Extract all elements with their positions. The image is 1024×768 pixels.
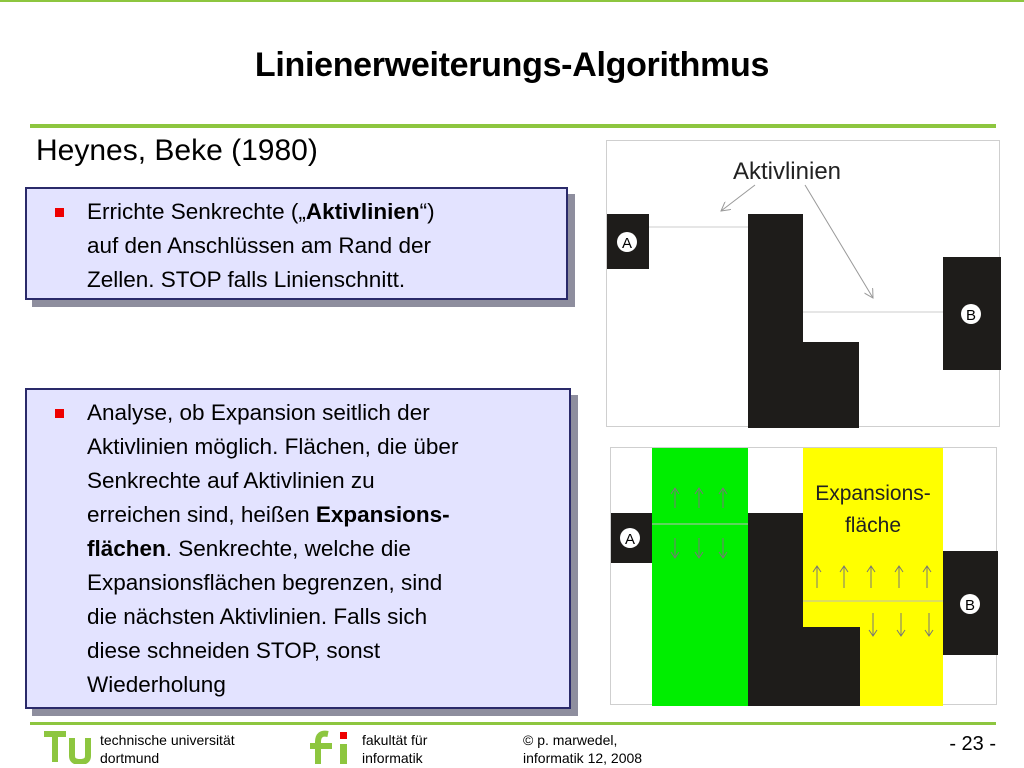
box1-text: [87, 195, 435, 297]
bullet-square-icon: [55, 409, 64, 418]
box1-line-1: Errichte Senkrechte („Aktivlinien“): [87, 199, 435, 224]
box1-line-2: auf den Anschlüssen am Rand der: [87, 233, 431, 258]
box2-line-5: flächen. Senkrechte, welche die: [87, 536, 411, 561]
box2-line-8: diese schneiden STOP, sonst: [87, 638, 381, 663]
pin-a-label: A: [621, 235, 633, 252]
diagram-aktivlinien: [606, 140, 1000, 427]
tu-logo-icon: [40, 728, 94, 764]
box2-text: [87, 396, 458, 702]
cell-block-left: [748, 513, 803, 706]
footer-author: © p. marwedel, informatik 12, 2008: [523, 732, 643, 766]
slide-title: Linienerweiterungs-Algorithmus: [254, 46, 770, 84]
pin-b-label: B: [964, 597, 976, 614]
arrow-to-line-b-icon: [805, 185, 873, 298]
top-accent-line: [0, 0, 1024, 2]
page-number: - 23 -: [949, 733, 996, 755]
box2-line-2: Aktivlinien möglich. Flächen, die über: [87, 434, 459, 459]
box2-line-4: erreichen sind, heißen Expansions-: [87, 502, 450, 527]
box2-line-7: die nächsten Aktivlinien. Falls sich: [87, 604, 428, 629]
expansion-label-line-2: fläche: [844, 514, 902, 537]
green-expansion-area: [652, 448, 748, 706]
bullet-square-icon: [55, 208, 64, 217]
box1-line-3: Zellen. STOP falls Linienschnitt.: [87, 267, 406, 292]
footer-rule: [30, 722, 996, 725]
title-rule: [30, 124, 996, 128]
box2-line-3: Senkrechte auf Aktivlinien zu: [87, 468, 375, 493]
diagram-aktivlinien-svg: [607, 141, 1001, 428]
text-box-aktivlinien: [25, 187, 568, 300]
footer-university: technische universität dortmund: [100, 732, 235, 766]
box2-line-6: Expansionsflächen begrenzen, sind: [87, 570, 443, 595]
aktivlinien-label: Aktivlinien: [732, 158, 842, 185]
cell-block-left: [748, 214, 803, 428]
slide-subtitle: Heynes, Beke (1980): [36, 134, 318, 167]
fi-logo-icon: [306, 728, 356, 766]
footer-faculty: fakultät für informatik: [362, 732, 428, 766]
text-box-expansion: [25, 388, 571, 709]
pin-a-label: A: [624, 531, 636, 548]
cell-block-step: [803, 342, 859, 428]
arrow-to-line-a-icon: [721, 185, 755, 211]
pin-b-label: B: [965, 307, 977, 324]
box2-line-9: Wiederholung: [87, 672, 226, 697]
cell-block-step: [803, 627, 860, 706]
box2-line-1: Analyse, ob Expansion seitlich der: [87, 400, 430, 425]
expansion-label-line-1: Expansions-: [815, 482, 931, 505]
diagram-expansionsflaeche: [610, 447, 997, 705]
diagram-expansion-svg: [611, 448, 998, 706]
